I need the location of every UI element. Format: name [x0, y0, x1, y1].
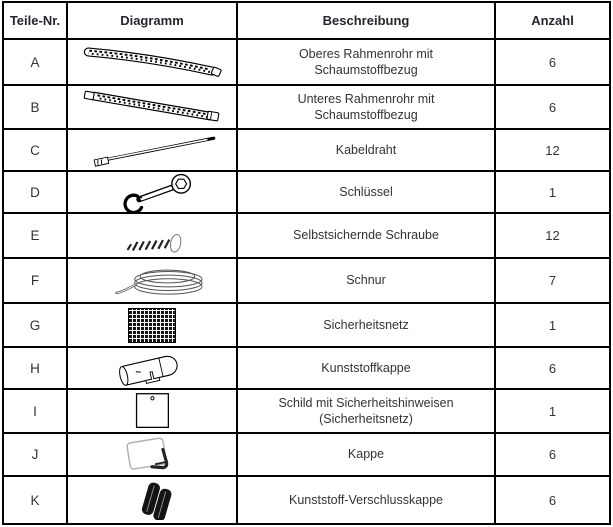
- part-quantity: 12: [495, 129, 610, 171]
- part-description: Kunststoffkappe: [321, 360, 411, 375]
- col-header-diagram: Diagramm: [67, 2, 237, 39]
- part-description: Kunststoff-Verschlusskappe: [288, 492, 444, 507]
- table-row: [3, 303, 610, 347]
- part-letter: G: [3, 303, 67, 347]
- cap-icon: [68, 435, 236, 475]
- cord-coil-icon: [68, 261, 236, 301]
- part-description: Sicherheitsnetz: [323, 317, 409, 332]
- table-row: [3, 39, 610, 85]
- part-description: Selbstsichernde Schraube: [293, 228, 439, 243]
- screw-icon: [68, 216, 236, 256]
- part-quantity: 7: [495, 258, 610, 303]
- part-quantity: 6: [495, 85, 610, 129]
- table-row: [3, 389, 610, 433]
- part-letter: E: [3, 213, 67, 258]
- safety-sign-icon: [68, 391, 236, 431]
- table-row: [3, 85, 610, 129]
- part-description: Schnur: [346, 273, 386, 288]
- part-description: Schild mit Sicherheitshinweisen (Sicherheitsnetz): [278, 395, 454, 426]
- part-quantity: 1: [495, 389, 610, 433]
- part-quantity: 12: [495, 213, 610, 258]
- table-row: [3, 476, 610, 524]
- part-letter: F: [3, 258, 67, 303]
- col-header-part-number: Teile-Nr.: [3, 2, 67, 39]
- part-quantity: 1: [495, 303, 610, 347]
- part-quantity: 1: [495, 171, 610, 213]
- straight-foam-tube-icon: [68, 87, 236, 127]
- part-letter: K: [3, 476, 67, 524]
- safety-net-icon: [128, 308, 176, 343]
- col-header-quantity: Anzahl: [495, 2, 610, 39]
- part-description: Kabeldraht: [335, 142, 397, 157]
- part-quantity: 6: [495, 39, 610, 85]
- part-letter: A: [3, 39, 67, 85]
- part-letter: H: [3, 347, 67, 389]
- table-row: [3, 433, 610, 476]
- table-row: [3, 213, 610, 258]
- curved-foam-tube-icon: [68, 42, 236, 82]
- part-letter: J: [3, 433, 67, 476]
- part-description: Schlüssel: [339, 184, 393, 199]
- table-row: [3, 347, 610, 389]
- table-row: [3, 129, 610, 171]
- part-letter: I: [3, 389, 67, 433]
- part-description: Kappe: [347, 447, 385, 462]
- part-letter: D: [3, 171, 67, 213]
- part-description: Oberes Rahmenrohr mit Schaumstoffbezug: [298, 46, 434, 77]
- part-quantity: 6: [495, 347, 610, 389]
- table-row: [3, 258, 610, 303]
- part-description: Unteres Rahmenrohr mit Schaumstoffbezug: [297, 91, 435, 122]
- wrench-icon: [68, 172, 236, 212]
- part-letter: C: [3, 129, 67, 171]
- table-row: [3, 171, 610, 213]
- part-letter: B: [3, 85, 67, 129]
- parts-table: [2, 1, 611, 525]
- plastic-cap-icon: [68, 348, 236, 388]
- plastic-end-cap-icon: [68, 480, 236, 520]
- header-row: [3, 2, 610, 39]
- part-quantity: 6: [495, 476, 610, 524]
- col-header-description: Beschreibung: [237, 2, 495, 39]
- part-quantity: 6: [495, 433, 610, 476]
- cable-wire-icon: [68, 130, 236, 170]
